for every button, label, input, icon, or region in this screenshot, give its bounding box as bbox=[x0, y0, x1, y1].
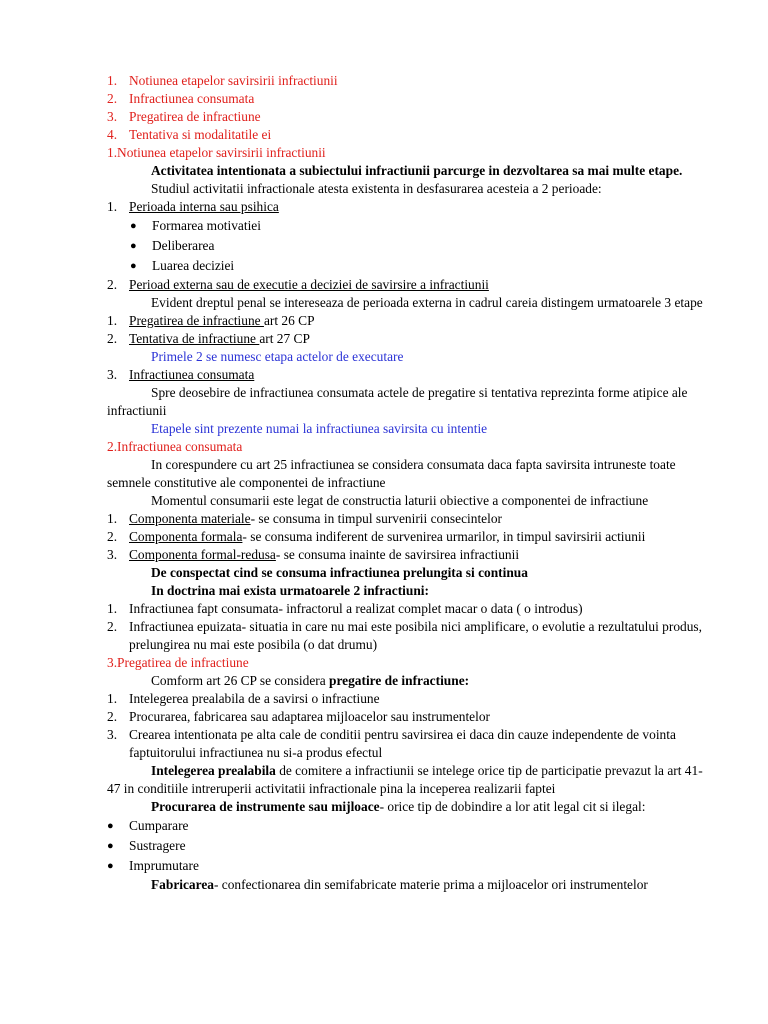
toc-item: 4. Tentativa si modalitatile ei bbox=[107, 127, 272, 142]
paragraph: Intelegerea prealabila de comitere a infractiunii se intelege orice tip de participatie prevazut la art 41-47 in conditiile intreruperii activitatii infractionale pina la inceperea realizarii faptei bbox=[107, 763, 703, 796]
list-item: 1. Componenta materiale- se consuma in timpul survenirii consecintelor bbox=[107, 511, 502, 526]
bullet-item: ● Imprumutare bbox=[107, 858, 199, 873]
list-item: 2. Tentativa de infractiune art 27 CP bbox=[107, 331, 310, 346]
list-item: 1. Perioada interna sau psihica bbox=[107, 199, 279, 214]
paragraph: Activitatea intentionata a subiectului infractiunii parcurge in dezvoltarea sa mai multe etape. bbox=[151, 163, 683, 178]
toc-item: 3. Pregatirea de infractiune bbox=[107, 109, 261, 124]
bullet-item: ● Luarea deciziei bbox=[130, 258, 235, 273]
paragraph: Evident dreptul penal se intereseaza de perioada externa in cadrul careia distingem urmatoarele 3 etape bbox=[151, 295, 703, 310]
paragraph: Fabricarea- confectionarea din semifabricate materie prima a mijloacelor ori instrumentelor bbox=[151, 877, 648, 892]
bullet-item: ● Cumparare bbox=[107, 818, 189, 833]
list-item: 3. Infractiunea consumata bbox=[107, 367, 255, 382]
list-item: 3. Componenta formal-redusa- se consuma inainte de savirsirea infractiunii bbox=[107, 547, 520, 562]
list-item: 2. Procurarea, fabricarea sau adaptarea mijloacelor sau instrumentelor bbox=[107, 709, 490, 724]
toc-item: 1. Notiunea etapelor savirsirii infractiunii bbox=[107, 73, 338, 88]
bullet-item: ● Formarea motivatiei bbox=[130, 218, 261, 233]
paragraph: In doctrina mai exista urmatoarele 2 infractiuni: bbox=[151, 583, 429, 598]
paragraph: De conspectat cind se consuma infractiunea prelungita si continua bbox=[151, 565, 528, 580]
paragraph: Spre deosebire de infractiunea consumata actele de pregatire si tentativa reprezinta forme atipice ale infractiunii bbox=[107, 385, 688, 418]
bullet-item: ● Deliberarea bbox=[130, 238, 215, 253]
list-item: 2. Componenta formala- se consuma indiferent de survenirea urmarilor, in timpul savirsirii actiunii bbox=[107, 529, 646, 544]
section-3-heading: 3.Pregatirea de infractiune bbox=[107, 655, 249, 670]
list-item: 2. Infractiunea epuizata- situatia in care nu mai este posibila nici amplificare, o evolutie a rezultatului produs, prelungirea nu mai este posibila (o dat drumu) bbox=[107, 619, 702, 652]
list-item: 1. Intelegerea prealabila de a savirsi o infractiune bbox=[107, 691, 380, 706]
paragraph: Studiul activitatii infractionale atesta existenta in desfasurarea acesteia a 2 perioade: bbox=[151, 181, 602, 196]
table-of-contents bbox=[107, 72, 715, 144]
section-1-heading: 1.Notiunea etapelor savirsirii infractiunii bbox=[107, 145, 326, 160]
list-item: 3. Crearea intentionata pe alta cale de conditii pentru savirsirea ei daca din cauze independente de vointa faptuitorului infractiunea nu si-a produs efectul bbox=[107, 727, 676, 760]
paragraph: Momentul consumarii este legat de constructia laturii obiective a componentei de infractiune bbox=[151, 493, 649, 508]
document-body bbox=[107, 72, 715, 894]
toc-item: 2. Infractiunea consumata bbox=[107, 91, 255, 106]
section-2-heading: 2.Infractiunea consumata bbox=[107, 439, 243, 454]
paragraph: Comform art 26 CP se considera pregatire de infractiune: bbox=[151, 673, 470, 688]
note: Etapele sint prezente numai la infractiunea savirsita cu intentie bbox=[151, 421, 488, 436]
list-item: 1. Pregatirea de infractiune art 26 CP bbox=[107, 313, 315, 328]
list-item: 2. Perioad externa sau de executie a deciziei de savirsire a infractiunii bbox=[107, 277, 489, 292]
bullet-item: ● Sustragere bbox=[107, 838, 186, 853]
paragraph: Procurarea de instrumente sau mijloace- orice tip de dobindire a lor atit legal cit si ilegal: bbox=[151, 799, 646, 814]
paragraph: In corespundere cu art 25 infractiunea se considera consumata daca fapta savirsita intruneste toate semnele constitutive ale componentei de infractiune bbox=[107, 457, 676, 490]
list-item: 1. Infractiunea fapt consumata- infractorul a realizat complet macar o data ( o introdus) bbox=[107, 601, 583, 616]
note: Primele 2 se numesc etapa actelor de executare bbox=[151, 349, 404, 364]
